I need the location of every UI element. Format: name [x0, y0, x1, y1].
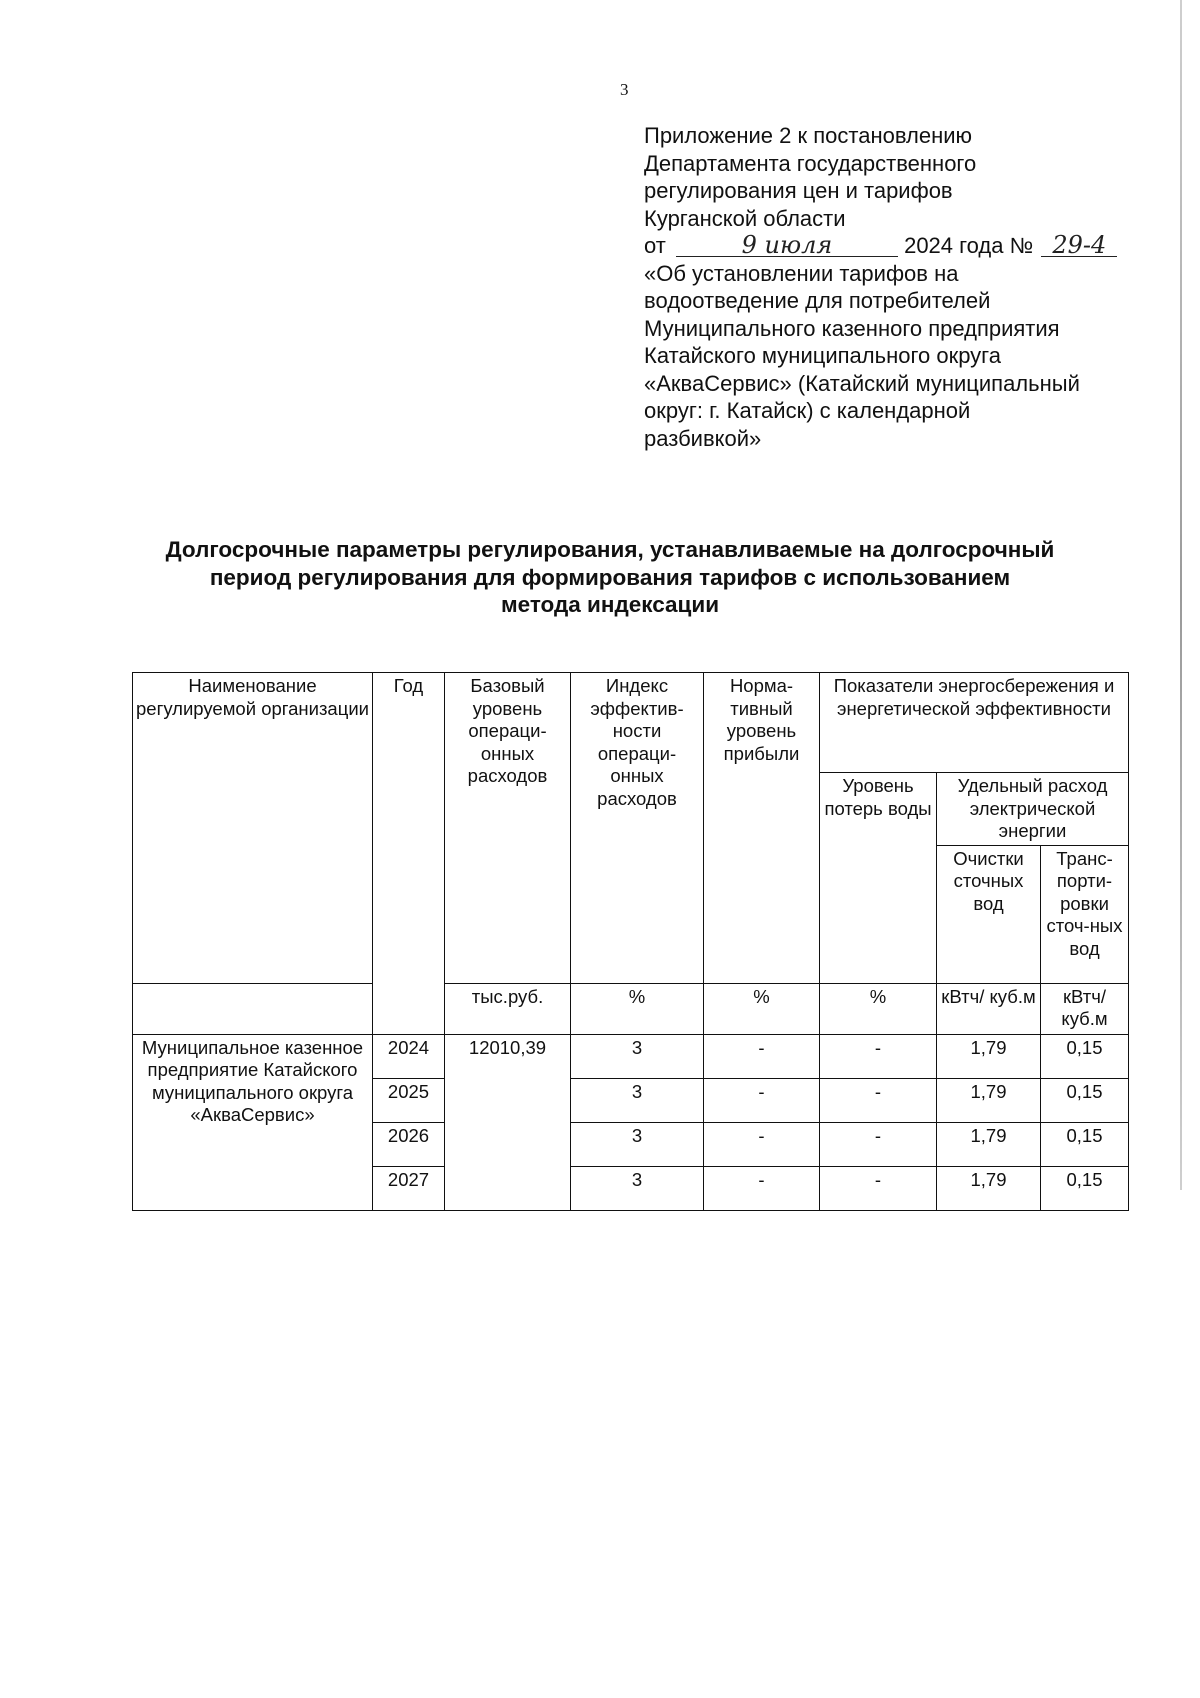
handwritten-number: 29-4: [1041, 234, 1117, 257]
row-year: 2027: [373, 1166, 445, 1210]
row-profit: -: [704, 1078, 820, 1122]
row-treatment: 1,79: [937, 1078, 1041, 1122]
appendix-subject-line: округ: г. Катайск) с календарной: [644, 398, 971, 423]
base-level-value: 12010,39: [445, 1034, 571, 1210]
handwritten-date: 9 июля: [676, 234, 898, 257]
unit-water-loss: %: [820, 983, 937, 1034]
header-year: Год: [373, 673, 445, 1035]
year-text: 2024 года №: [904, 233, 1034, 258]
row-profit: -: [704, 1034, 820, 1078]
title-line: метода индексации: [500, 592, 720, 617]
unit-profit-level: %: [704, 983, 820, 1034]
unit-efficiency-index: %: [571, 983, 704, 1034]
row-index: 3: [571, 1122, 704, 1166]
document-title: [120, 536, 1100, 619]
appendix-subject-line: Муниципального казенного предприятия: [644, 315, 1060, 341]
row-year: 2024: [373, 1034, 445, 1078]
appendix-subject-line: «АкваСервис» (Катайский муниципальный: [644, 370, 1080, 396]
header-transport: Транс-порти-ровки сточ-ных вод: [1041, 845, 1129, 983]
appendix-line: Приложение 2 к постановлению: [644, 123, 973, 148]
header-energy-group: Показатели энергосбережения и энергетической эффективности: [820, 673, 1129, 773]
row-transport: 0,15: [1041, 1078, 1129, 1122]
appendix-line: Курганской области: [644, 205, 846, 231]
organization-name: Муниципальное казенное предприятие Катайского муниципального округа «АкваСервис»: [133, 1034, 373, 1210]
appendix-subject-line: Катайского муниципального округа: [644, 343, 1001, 368]
row-loss: -: [820, 1034, 937, 1078]
table-row: [133, 1034, 1129, 1078]
row-treatment: 1,79: [937, 1122, 1041, 1166]
row-year: 2025: [373, 1078, 445, 1122]
row-index: 3: [571, 1078, 704, 1122]
row-treatment: 1,79: [937, 1166, 1041, 1210]
appendix-block: [644, 122, 1124, 452]
header-water-loss: Уровень потерь воды: [820, 773, 937, 984]
unit-base-level: тыс.руб.: [445, 983, 571, 1034]
row-loss: -: [820, 1122, 937, 1166]
row-index: 3: [571, 1034, 704, 1078]
parameters-table: [132, 672, 1129, 1211]
header-profit-level: Норма-тивный уровень прибыли: [704, 673, 820, 984]
title-line: Долгосрочные параметры регулирования, устанавливаемые на долгосрочный: [165, 537, 1055, 562]
row-profit: -: [704, 1166, 820, 1210]
unit-transport: кВтч/ куб.м: [1041, 983, 1129, 1034]
header-base-level: Базовый уровень операци-онных расходов: [445, 673, 571, 984]
page-number: 3: [620, 80, 629, 99]
row-loss: -: [820, 1166, 937, 1210]
row-transport: 0,15: [1041, 1034, 1129, 1078]
header-treatment: Очистки сточных вод: [937, 845, 1041, 983]
title-line: период регулирования для формирования тарифов с использованием: [209, 564, 1011, 590]
header-efficiency-index: Индекс эффектив-ности операци-онных расходов: [571, 673, 704, 984]
row-year: 2026: [373, 1122, 445, 1166]
appendix-subject-line: разбивкой»: [644, 425, 762, 451]
header-org-name: Наименование регулируемой организации: [133, 673, 373, 984]
header-specific-consumption: Удельный расход электрической энергии: [937, 773, 1129, 846]
row-transport: 0,15: [1041, 1122, 1129, 1166]
row-treatment: 1,79: [937, 1034, 1041, 1078]
appendix-subject-line: «Об установлении тарифов на: [644, 260, 959, 286]
date-prefix: от: [644, 233, 666, 258]
unit-cell-empty: [133, 983, 373, 1034]
appendix-line: регулирования цен и тарифов: [644, 178, 953, 203]
appendix-subject-line: водоотведение для потребителей: [644, 288, 991, 313]
scan-edge-line: [1180, 0, 1182, 1190]
row-index: 3: [571, 1166, 704, 1210]
appendix-line: Департамента государственного: [644, 150, 977, 176]
row-transport: 0,15: [1041, 1166, 1129, 1210]
appendix-date-line: [644, 232, 1124, 260]
row-profit: -: [704, 1122, 820, 1166]
unit-treatment: кВтч/ куб.м: [937, 983, 1041, 1034]
row-loss: -: [820, 1078, 937, 1122]
